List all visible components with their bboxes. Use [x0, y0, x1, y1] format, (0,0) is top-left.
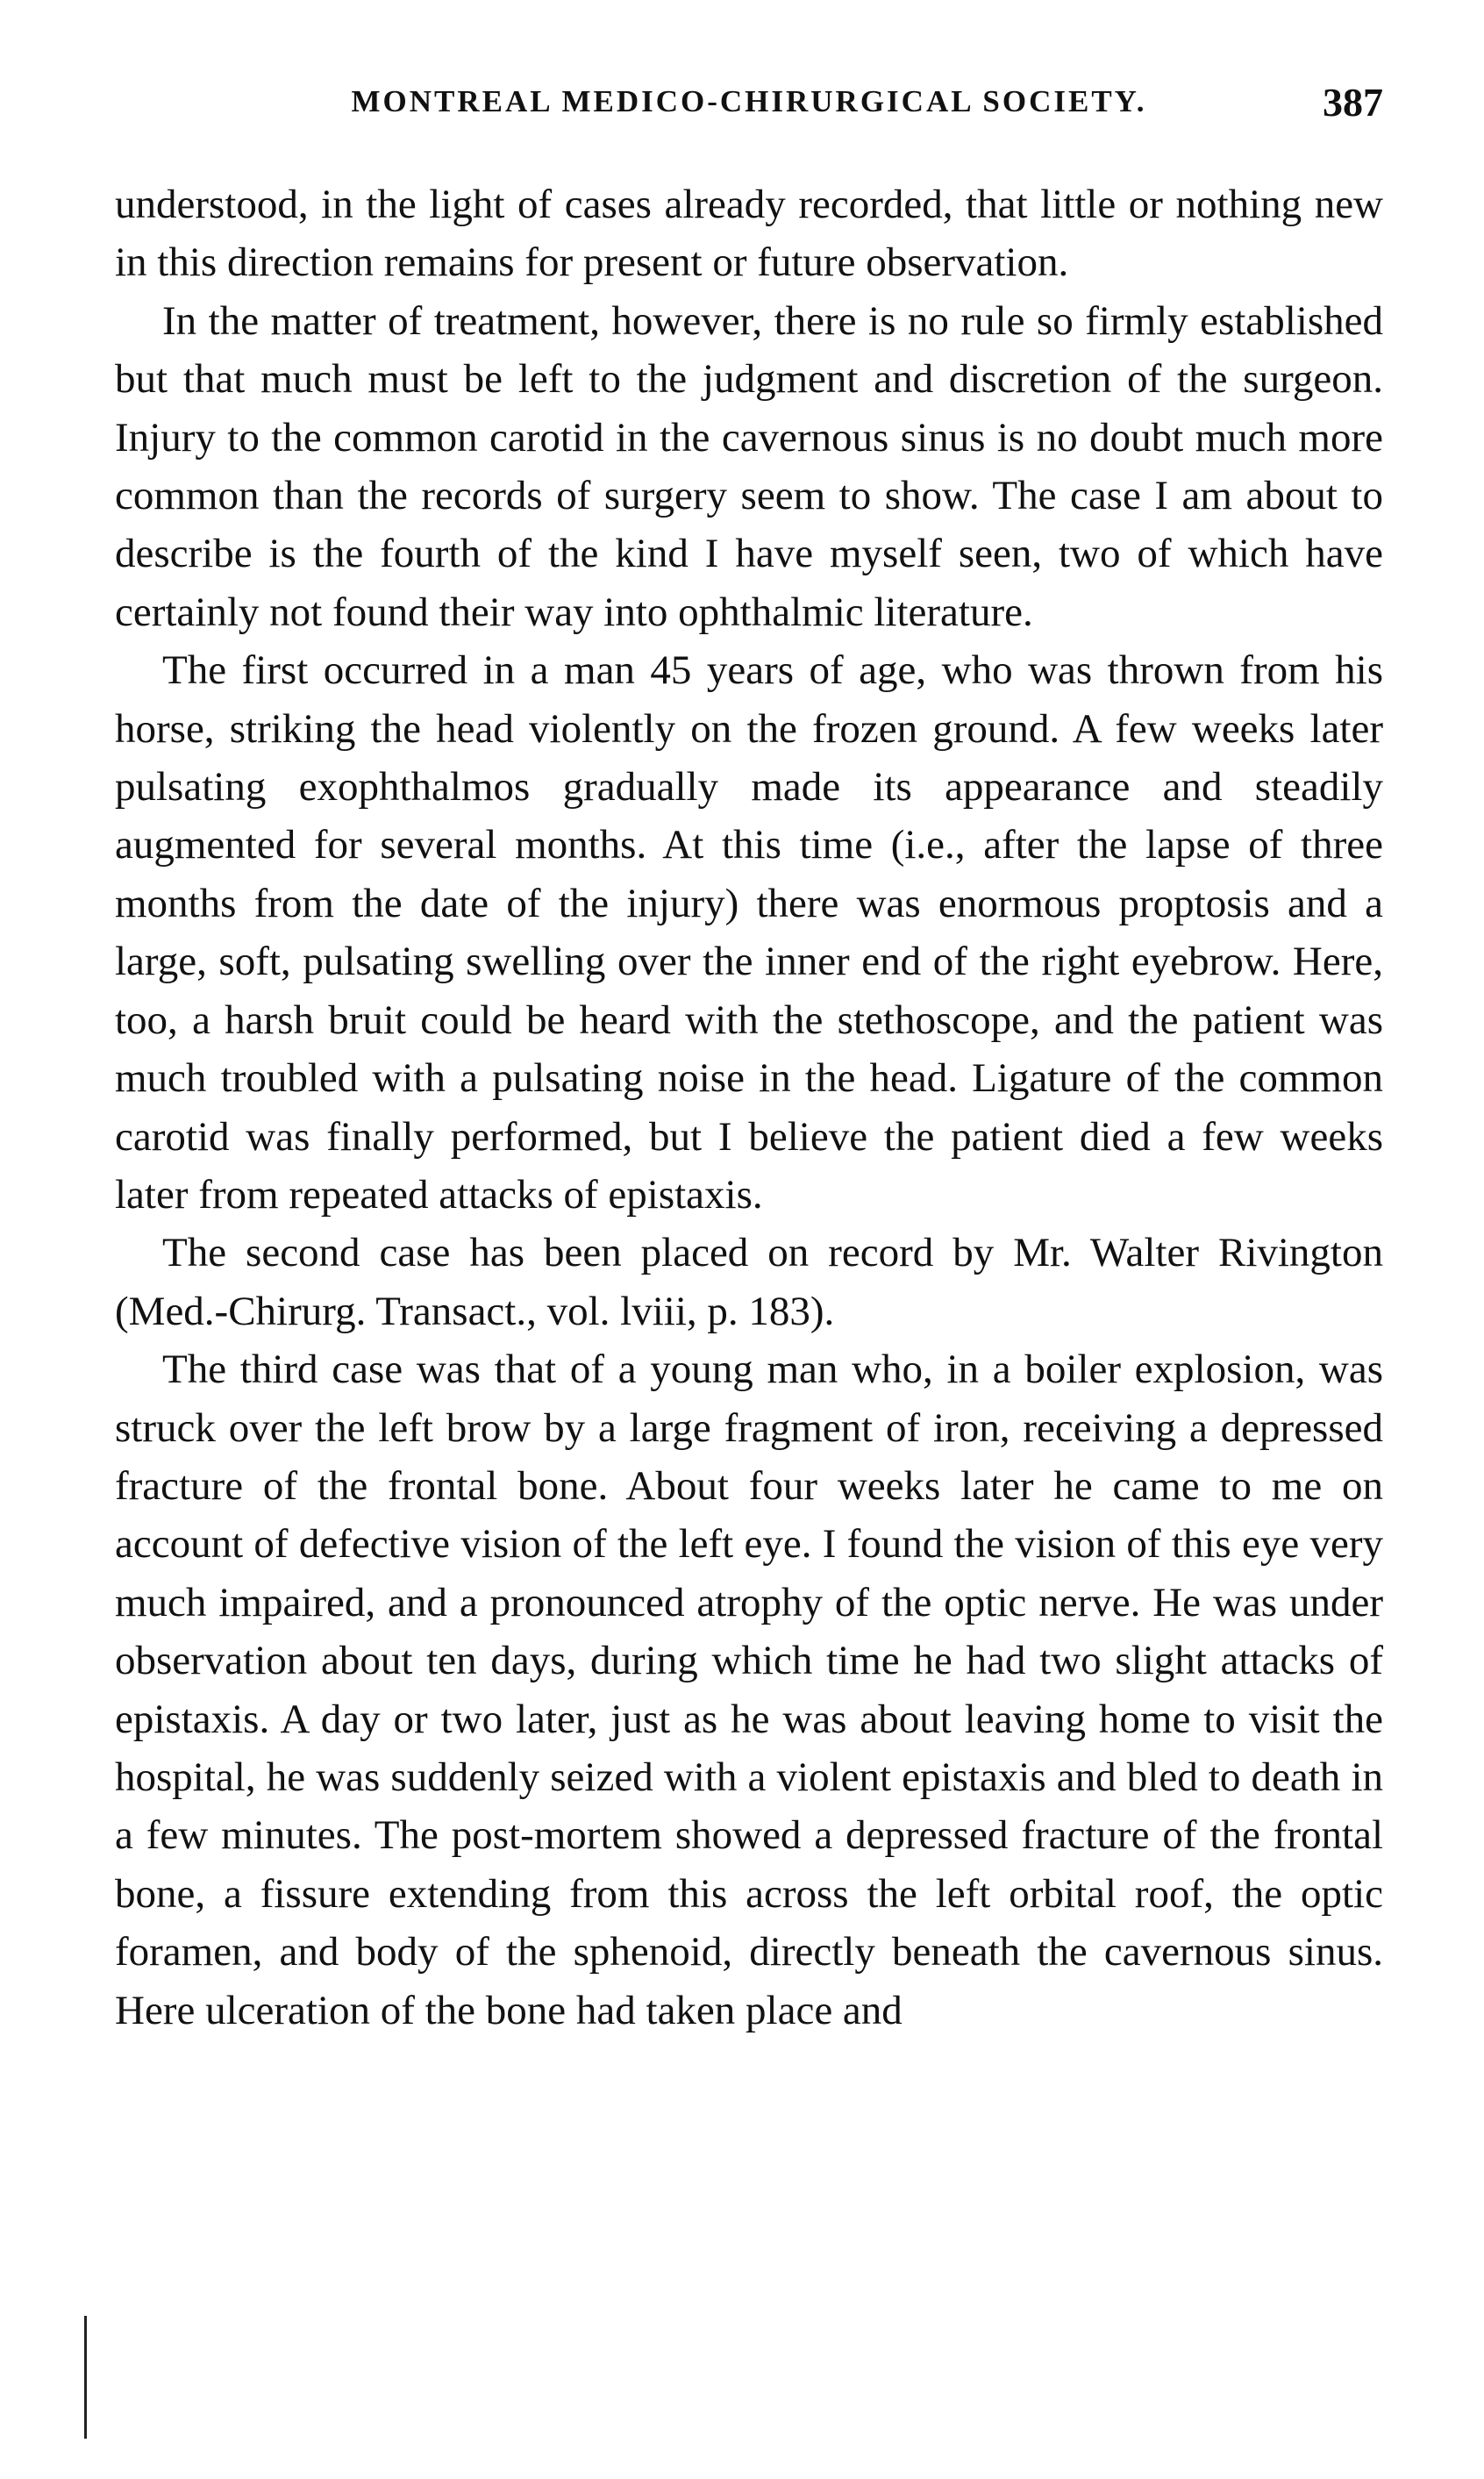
paragraph-continued: understood, in the light of cases already recorded, that little or nothing new in this direction remains for present or future observation. — [115, 182, 1383, 286]
running-head — [115, 80, 1383, 137]
paragraph-second-case: The second case has been placed on record by Mr. Walter Rivington (Med.-Chirurg. Transact., vol. lviii, p. 183). — [115, 1230, 1383, 1334]
body-text — [115, 175, 1383, 2040]
paragraph-first-case: The first occurred in a man 45 years of age, who was thrown from his horse, striking the head violently on the frozen ground. A few weeks later pulsating exophthalmos gradually made its appearance and steadily augmented for several months. At this time (i.e., after the lapse of three months from the date of the injury) there was enormous proptosis and a large, soft, pulsating swelling over the inner end of the right eyebrow. Here, too, a harsh bruit could be heard with the stethoscope, and the patient was much troubled with a pulsating noise in the head. Ligature of the common carotid was finally performed, but I believe the patient died a few weeks later from repeated attacks of epistaxis. — [115, 647, 1383, 1218]
page-number: 387 — [1323, 80, 1383, 125]
paragraph-treatment: In the matter of treatment, however, there is no rule so firmly established but that much must be left to the judgment and discretion of the surgeon. Injury to the common carotid in the cavernous sinus is no doubt much more common than the records of surgery seem to show. The case I am about to describe is the fourth of the kind I have myself seen, two of which have certainly not found their way into ophthalmic literature. — [115, 297, 1383, 635]
running-title: MONTREAL MEDICO-CHIRURGICAL SOCIETY. — [351, 84, 1147, 118]
margin-mark — [84, 2316, 87, 2439]
paragraph-third-case: The third case was that of a young man who, in a boiler explosion, was struck over the left brow by a large fragment of iron, receiving a depressed fracture of the frontal bone. About four weeks later he came to me on account of defective vision of the left eye. I found the vision of this eye very much impaired, and a pronounced atrophy of the optic nerve. He was under observation about ten days, during which time he had two slight attacks of epistaxis. A day or two later, just as he was about leaving home to visit the hospital, he was suddenly seized with a violent epistaxis and bled to death in a few minutes. The post-mortem showed a depressed fracture of the frontal bone, a fissure extending from this across the left orbital roof, the optic foramen, and body of the sphenoid, directly beneath the cavernous sinus. Here ulceration of the bone had taken place and — [115, 1347, 1383, 2033]
